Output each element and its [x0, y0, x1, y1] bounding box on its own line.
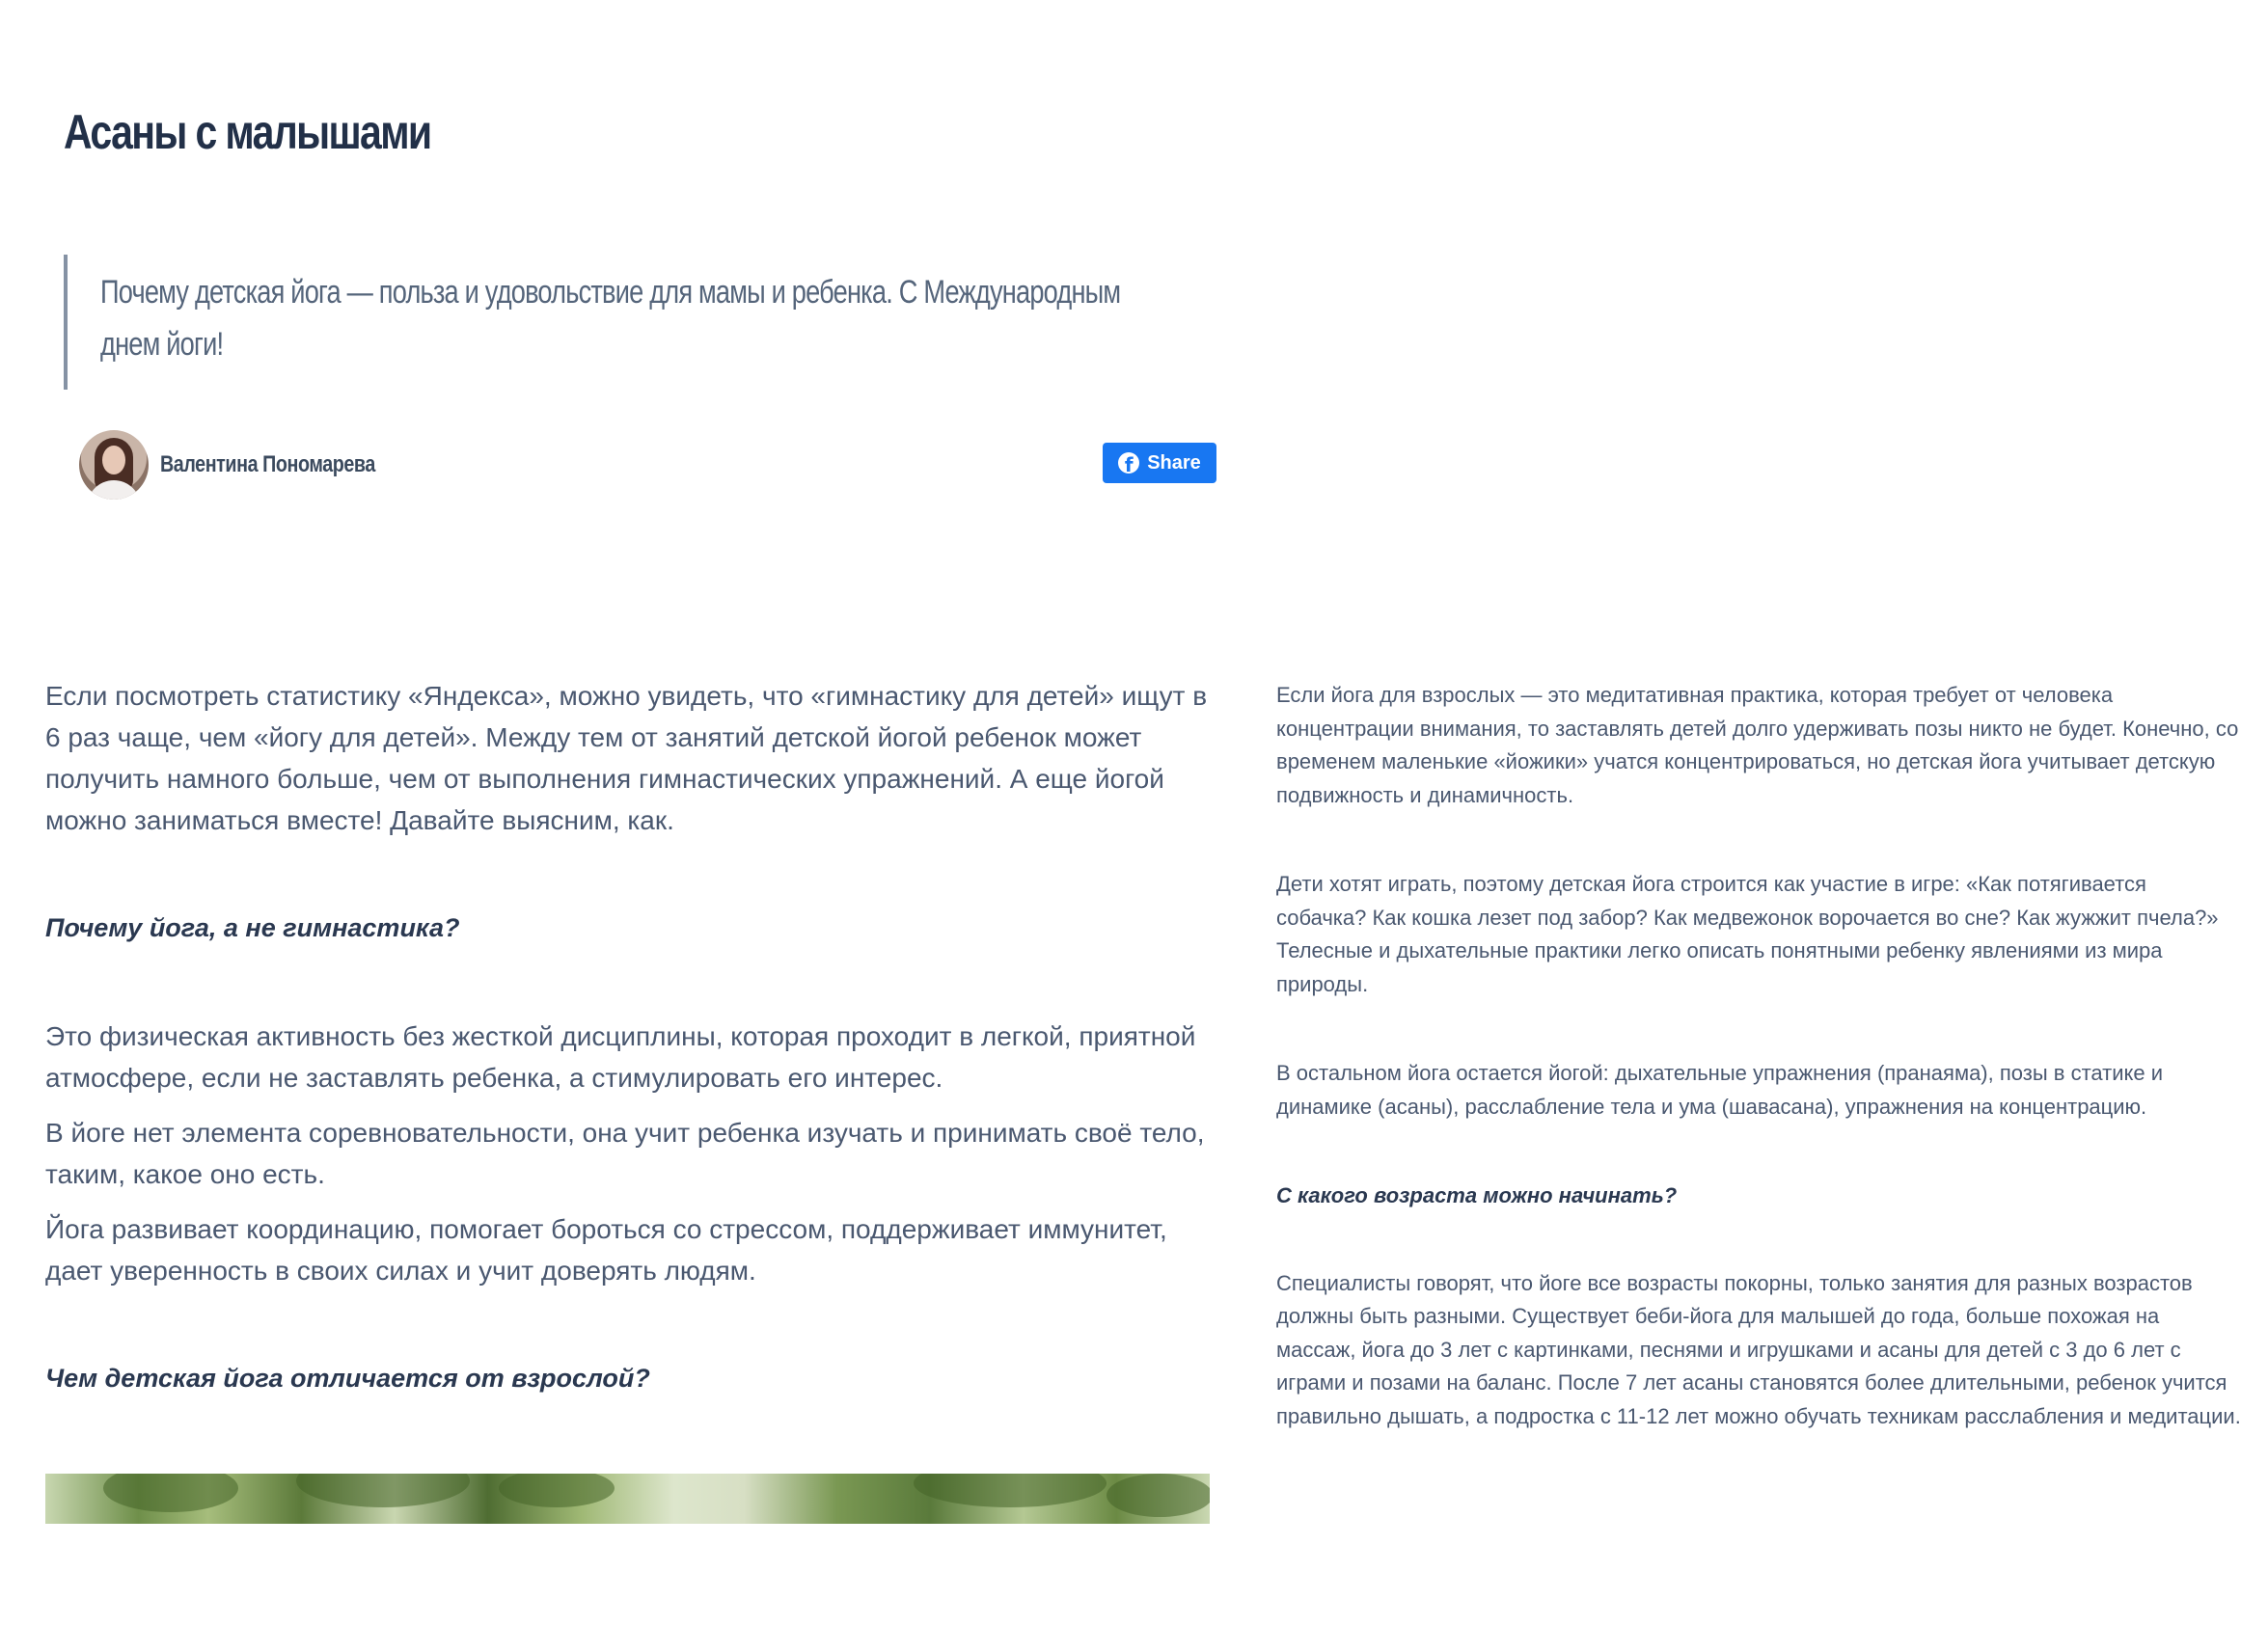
section-heading: Почему йога, а не гимнастика? — [45, 913, 460, 942]
article-lead-quote — [64, 255, 1183, 390]
paragraph: Если посмотреть статистику «Яндекса», можно увидеть, что «гимнастику для детей» ищут в 6 раз чаще, чем «йогу для детей». Между тем от занятий детской йогой ребенок может получить намного больше, чем от выполнения гимнастических упражнений. А еще йогой можно заниматься вместе! Давайте выясним, как. — [45, 681, 1208, 835]
section-heading: Чем детская йога отличается от взрослой? — [45, 1364, 650, 1393]
facebook-share-button[interactable] — [1103, 443, 1216, 483]
article-lead-text: Почему детская йога — польза и удовольствие для мамы и ребенка. С Международным днем йоги! — [100, 274, 1121, 363]
paragraph: Дети хотят играть, поэтому детская йога строится как участие в игре: «Как потягивается собачка? Как кошка лезет под забор? Как медвежонок ворочается во сне? Как жужжит пчела?» Телесные и дыхательные практики легко описать понятными ребенку явлениями из мира природы. — [1276, 872, 2219, 996]
paragraph: Специалисты говорят, что йоге все возрасты покорны, только занятия для разных возрастов должны быть разными. Существует беби-йога для малышей до года, больше похожая на массаж, йога до 3 лет с картинками, песнями и игрушками и асаны для детей с 3 до 6 лет с играми и позами на баланс. После 7 лет асаны становятся более длительными, ребенок учится правильно дышать, а подростка с 11-12 лет можно обучать техникам расслабления и медитации. — [1276, 1270, 2241, 1428]
author-name[interactable]: Валентина Пономарева — [160, 451, 375, 477]
paragraph: Это физическая активность без жесткой дисциплины, которая проходит в легкой, приятной атмосфере, если не заставлять ребенка, а стимулировать его интерес. — [45, 1021, 1196, 1093]
paragraph: Если йога для взрослых — это медитативная практика, которая требует от человека концентрации внимания, то заставлять детей долго удерживать позы никто не будет. Конечно, со временем маленькие «йожики» учатся концентрироваться, но детская йога учитывает детскую подвижность и динамичность. — [1276, 683, 2239, 807]
facebook-icon: f — [1118, 452, 1139, 474]
author-avatar[interactable] — [79, 430, 149, 500]
share-button-label: Share — [1147, 451, 1201, 474]
author-block[interactable] — [79, 430, 423, 500]
article-body-left — [45, 675, 1213, 1399]
article-title: Асаны с малышами — [64, 105, 431, 159]
article-photo — [45, 1474, 1210, 1524]
paragraph: В йоге нет элемента соревновательности, она учит ребенка изучать и принимать своё тело, таким, какое оно есть. — [45, 1118, 1205, 1189]
article-body-right — [1276, 679, 2241, 1433]
paragraph: Йога развивает координацию, помогает бороться со стрессом, поддерживает иммунитет, дает уверенность в своих силах и учит доверять людям. — [45, 1214, 1167, 1286]
section-heading: С какого возраста можно начинать? — [1276, 1183, 1678, 1207]
paragraph: В остальном йога остается йогой: дыхательные упражнения (пранаяма), позы в статике и динамике (асаны), расслабление тела и ума (шавасана), упражнения на концентрацию. — [1276, 1061, 2164, 1119]
